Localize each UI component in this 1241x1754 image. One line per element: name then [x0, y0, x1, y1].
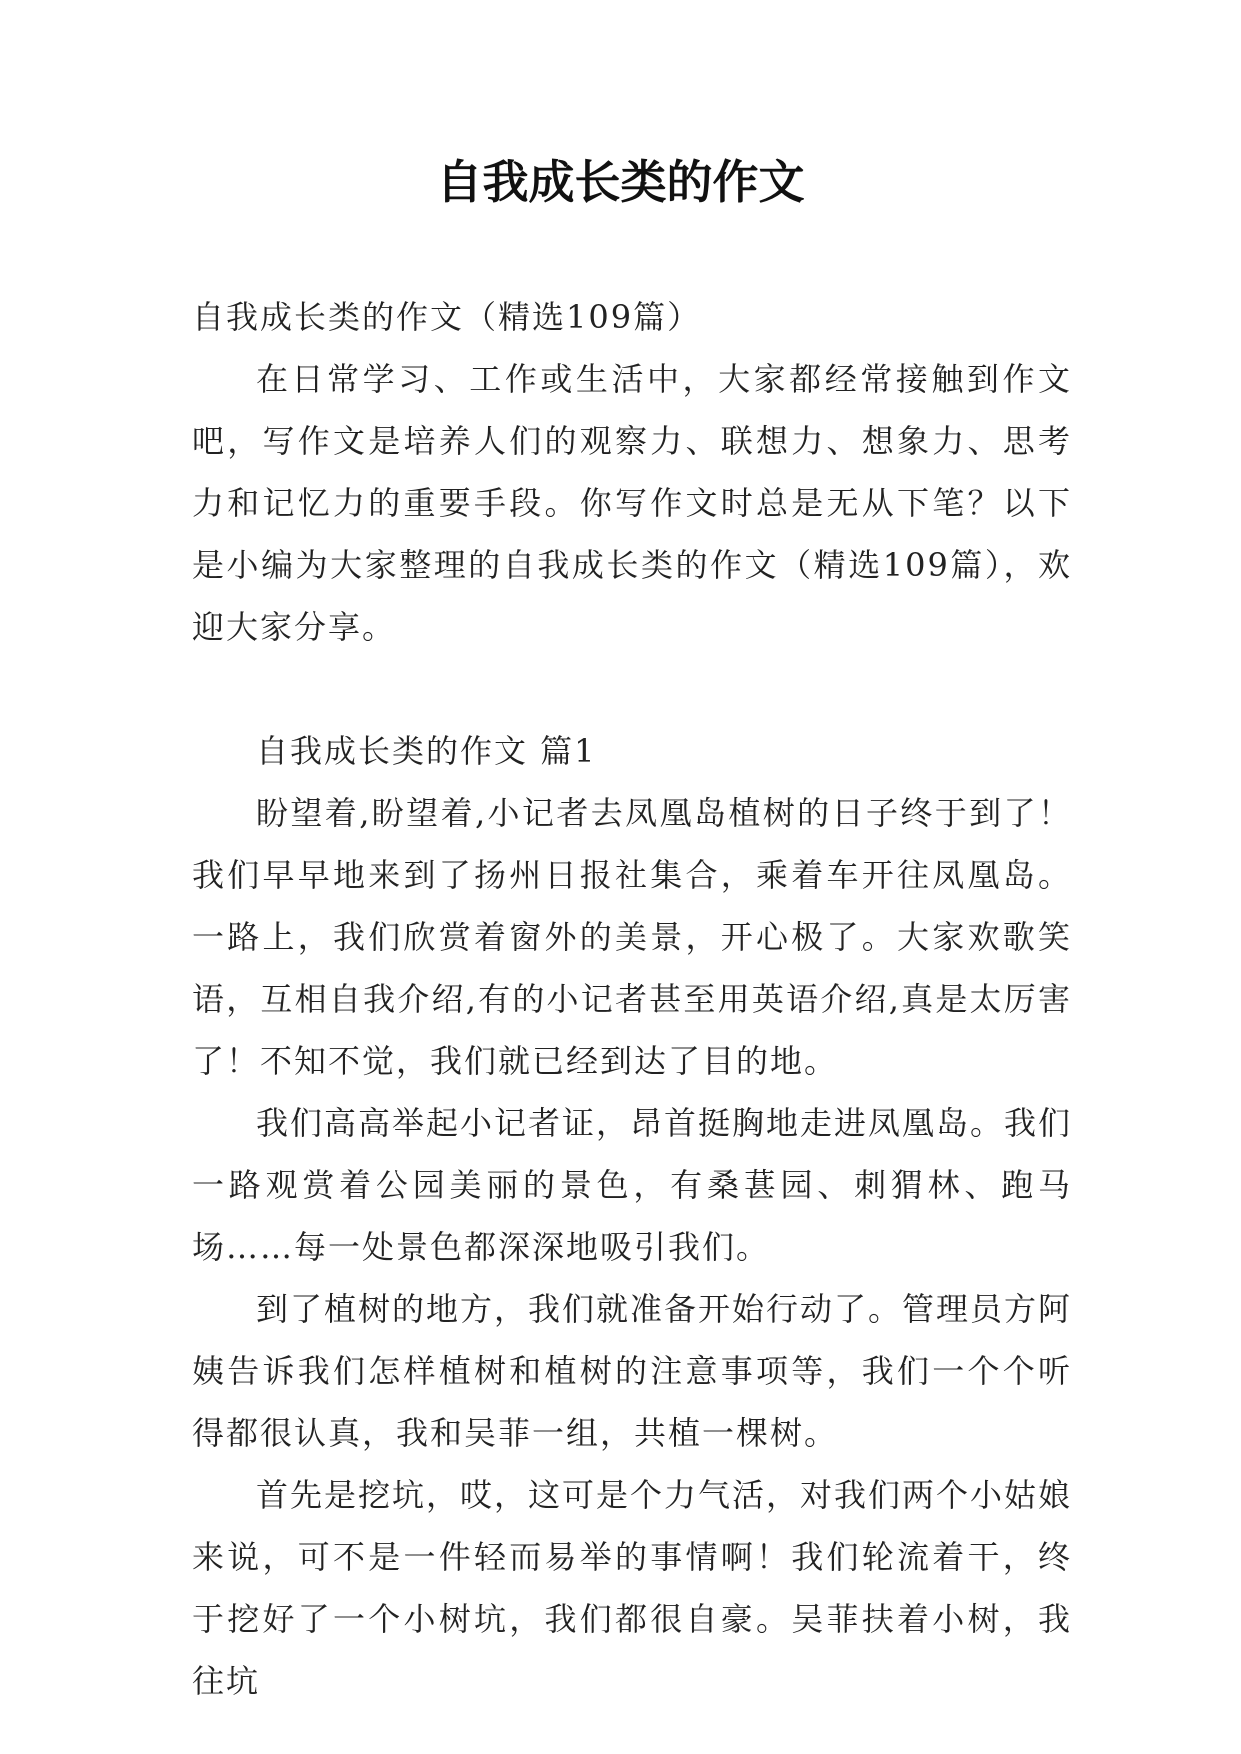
paragraph-gap — [192, 658, 1072, 720]
body-paragraph-4: 首先是挖坑，哎，这可是个力气活，对我们两个小姑娘来说，可不是一件轻而易举的事情啊！我们轮流着干，终于挖好了一个小树坑，我们都很自豪。吴菲扶着小树，我往坑 — [192, 1476, 1073, 1700]
intro-paragraph: 在日常学习、工作或生活中，大家都经常接触到作文吧，写作文是培养人们的观察力、联想力、想象力、思考力和记忆力的重要手段。你写作文时总是无从下笔？以下是小编为大家整理的自我成长类的作文（精选109篇），欢迎大家分享。 — [192, 360, 1072, 646]
document-body — [192, 286, 1072, 1712]
section-heading: 自我成长类的作文 篇1 — [256, 732, 597, 770]
document-subtitle: 自我成长类的作文（精选109篇） — [192, 298, 702, 336]
body-paragraph-2: 我们高高举起小记者证，昂首挺胸地走进凤凰岛。我们一路观赏着公园美丽的景色，有桑葚园、刺猬林、跑马场……每一处景色都深深地吸引我们。 — [192, 1104, 1073, 1266]
body-paragraph-1: 盼望着,盼望着,小记者去凤凰岛植树的日子终于到了！我们早早地来到了扬州日报社集合，乘着车开往凤凰岛。一路上，我们欣赏着窗外的美景，开心极了。大家欢歌笑语，互相自我介绍,有的小记者甚至用英语介绍,真是太厉害了！不知不觉，我们就已经到达了目的地。 — [192, 794, 1072, 1080]
body-paragraph-3: 到了植树的地方，我们就准备开始行动了。管理员方阿姨告诉我们怎样植树和植树的注意事项等，我们一个个听得都很认真，我和吴菲一组，共植一棵树。 — [192, 1290, 1073, 1452]
page-title: 自我成长类的作文 — [436, 155, 805, 209]
